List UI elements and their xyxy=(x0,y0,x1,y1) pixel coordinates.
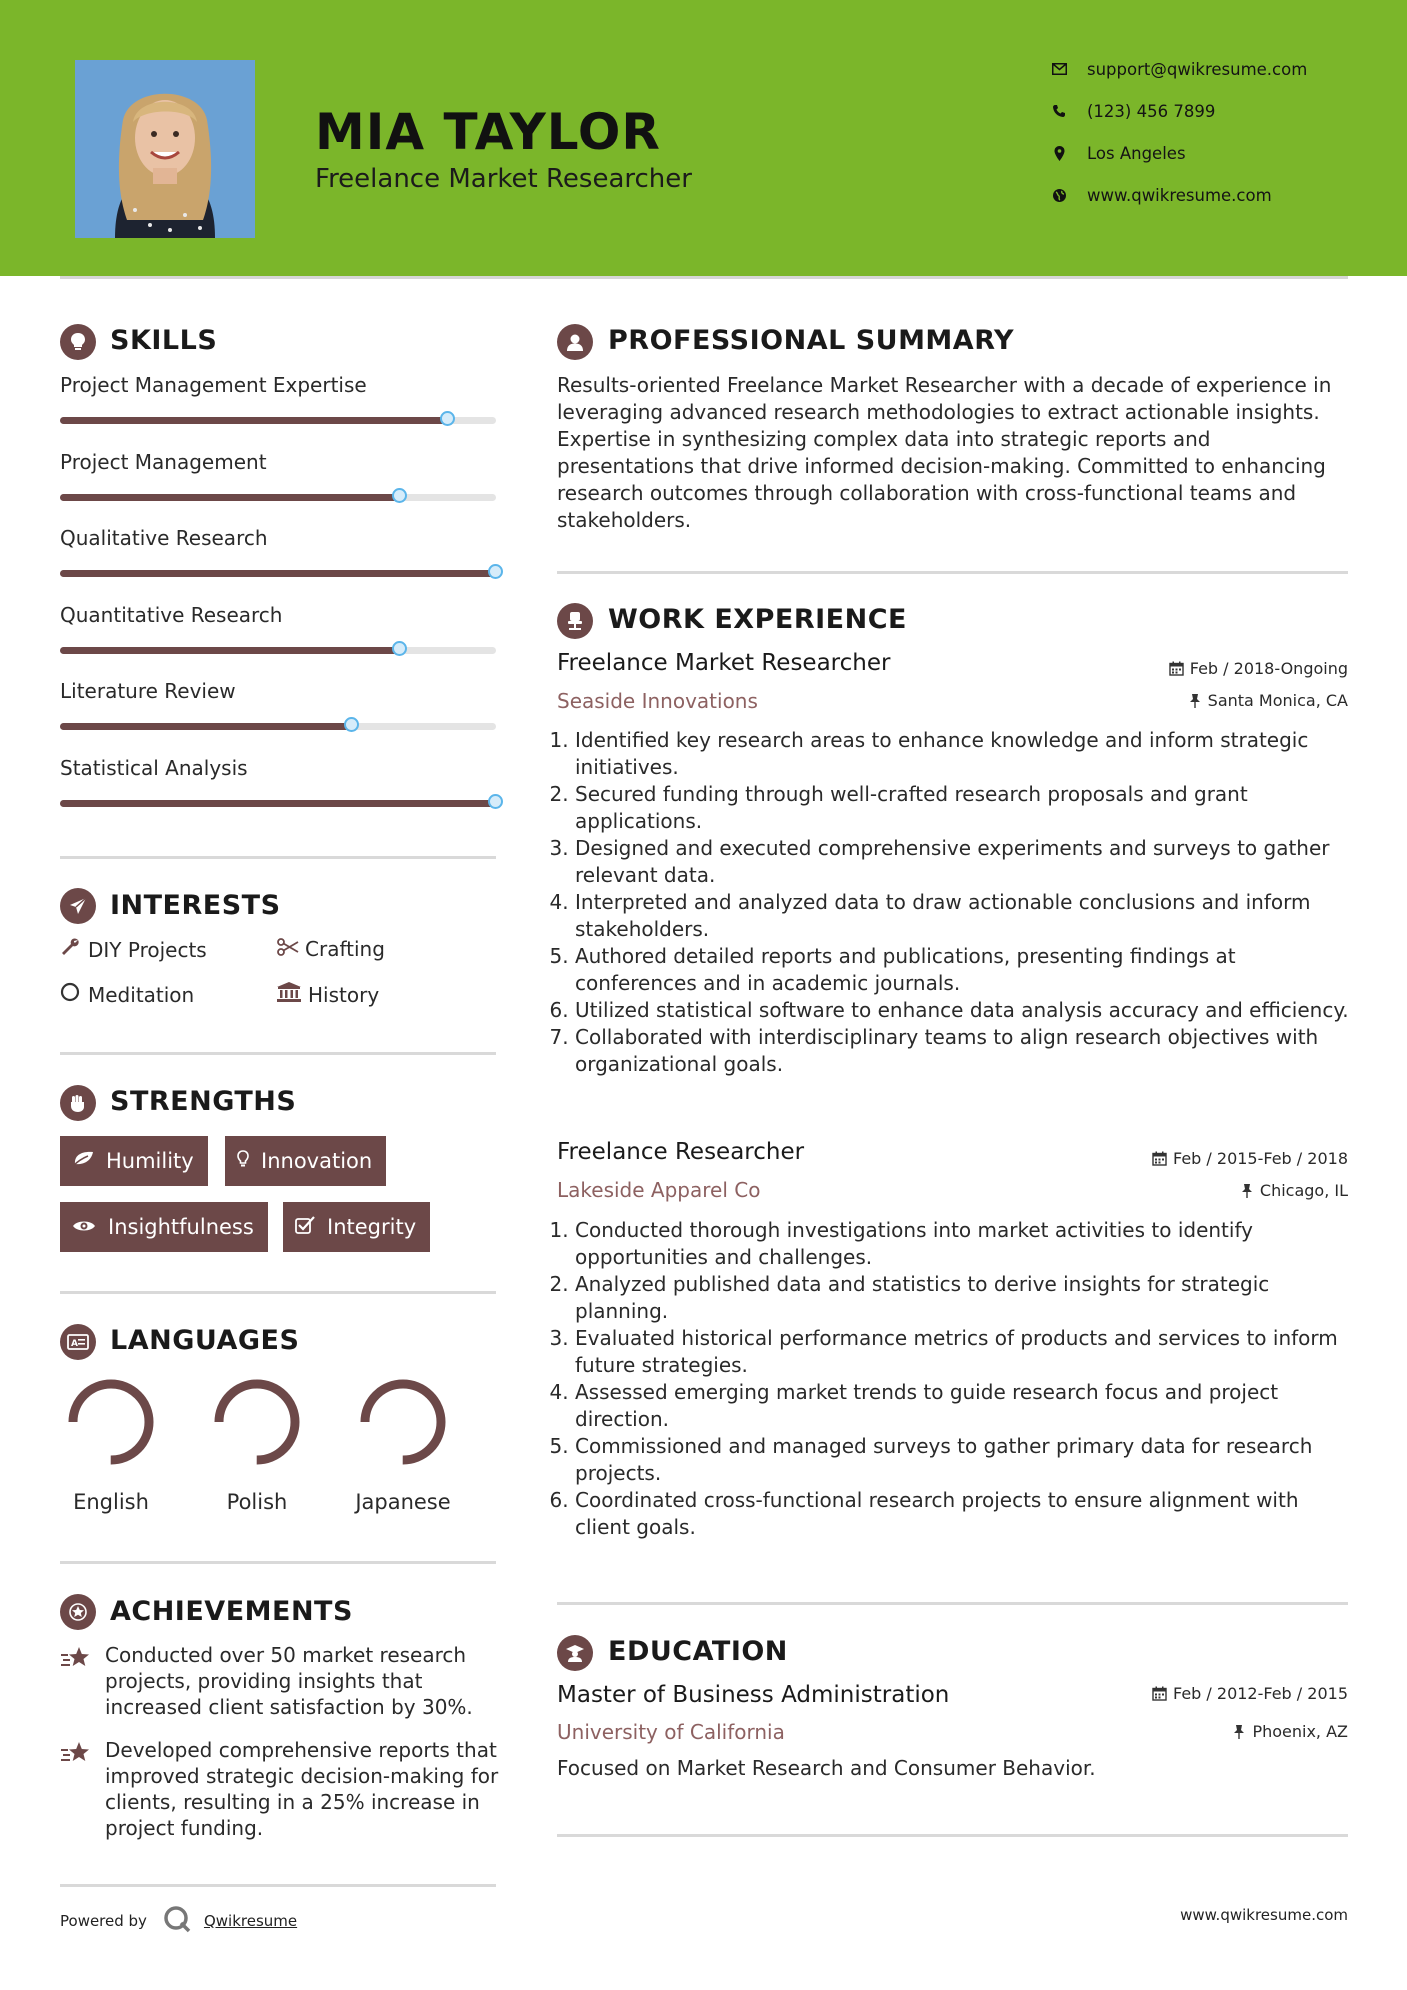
achievements-divider xyxy=(60,1884,496,1887)
pushpin-icon xyxy=(1189,691,1208,710)
language-ring xyxy=(211,1376,303,1468)
strength-tag: Insightfulness xyxy=(60,1202,268,1252)
user-icon xyxy=(557,324,593,360)
language-label: Japanese xyxy=(355,1490,451,1514)
education-description: Focused on Market Research and Consumer Behavior. xyxy=(557,1756,1096,1780)
header-banner: MIA TAYLOR Freelance Market Researcher support@qwikresume.com (123) 456 7899 Los Angeles www.qwikresume.com xyxy=(0,0,1407,276)
skill-bar-knob xyxy=(488,794,503,809)
calendar-icon xyxy=(1169,659,1190,678)
achievements-heading: ACHIEVEMENTS xyxy=(110,1596,353,1627)
strength-tag: Humility xyxy=(60,1136,208,1186)
skill-bar-fill xyxy=(60,494,400,501)
skill-bar-fill xyxy=(60,800,496,807)
map-pin-icon xyxy=(1050,144,1068,162)
star-badge-icon xyxy=(60,1594,96,1630)
skill-bar xyxy=(60,800,496,807)
skill-label: Project Management Expertise xyxy=(60,373,367,397)
envelope-icon xyxy=(1050,60,1068,78)
language-ring-arc xyxy=(73,1384,149,1460)
skill-bar-fill xyxy=(60,570,496,577)
office-chair-icon xyxy=(557,603,593,639)
experience-divider xyxy=(557,1602,1348,1605)
education-school: University of California xyxy=(557,1720,785,1744)
candidate-name: MIA TAYLOR xyxy=(315,103,661,161)
job-title: Freelance Researcher xyxy=(557,1139,805,1165)
job-responsibilities xyxy=(557,1217,1357,1541)
leaf-icon xyxy=(72,1151,94,1172)
job-title: Freelance Market Researcher xyxy=(557,650,891,676)
skill-bar-fill xyxy=(60,417,448,424)
job-location: Santa Monica, CA xyxy=(1189,691,1348,710)
summary-text: Results-oriented Freelance Market Researcher with a decade of experience in leveraging advanced research methodologies to extract actionable insights. Expertise in synthesizing complex data into strategic reports and presentations that drive informed decision-making. Committed to enhancing research outcomes through collaboration with cross-functional teams and stakeholders. xyxy=(557,373,1332,532)
globe-icon xyxy=(1050,186,1068,204)
eye-icon xyxy=(72,1217,96,1238)
experience-heading: WORK EXPERIENCE xyxy=(608,604,907,635)
candidate-title: Freelance Market Researcher xyxy=(315,164,692,194)
language-label: English xyxy=(73,1490,149,1514)
job-responsibilities xyxy=(557,727,1357,1078)
responsibility-item: 6. Coordinated cross-functional research projects to ensure alignment with client goals. xyxy=(575,1487,1357,1541)
summary-divider xyxy=(557,571,1348,574)
pushpin-icon xyxy=(1233,1722,1252,1741)
strengths-heading: STRENGTHS xyxy=(110,1086,297,1117)
footer-website[interactable]: www.qwikresume.com xyxy=(1180,1906,1348,1924)
phone-icon xyxy=(1050,102,1068,120)
languages-heading: LANGUAGES xyxy=(110,1325,300,1356)
responsibility-item: 4. Interpreted and analyzed data to draw actionable conclusions and inform stakeholders. xyxy=(575,889,1357,943)
scissors-icon xyxy=(277,937,305,961)
interest-item: DIY Projects xyxy=(60,937,207,962)
responsibility-item: 3. Evaluated historical performance metrics of products and services to inform future strategies. xyxy=(575,1325,1357,1379)
responsibility-item: 4. Assessed emerging market trends to guide research focus and project direction. xyxy=(575,1379,1357,1433)
wrench-icon xyxy=(60,937,88,962)
achievement-item: Conducted over 50 market research projects, providing insights that increased client satisfaction by 30%. xyxy=(105,1643,473,1719)
qwikresume-logo-icon xyxy=(162,1904,192,1938)
footer-powered-by: Powered by Qwikresume xyxy=(60,1904,297,1938)
skill-label: Project Management xyxy=(60,449,267,474)
job-date: Feb / 2018-Ongoing xyxy=(1169,659,1348,678)
star-icon xyxy=(60,1645,92,1677)
responsibility-item: 6. Utilized statistical software to enhance data analysis accuracy and efficiency. xyxy=(575,997,1357,1024)
graduate-icon xyxy=(557,1635,593,1671)
responsibility-item: 1. Identified key research areas to enhance knowledge and inform strategic initiatives. xyxy=(575,727,1357,781)
skill-label: Qualitative Research xyxy=(60,526,268,550)
skill-bar xyxy=(60,647,496,654)
languages-divider xyxy=(60,1561,496,1564)
language-ring-arc xyxy=(219,1384,295,1460)
paper-plane-icon xyxy=(60,888,96,924)
skills-divider xyxy=(60,856,496,859)
check-square-icon xyxy=(295,1216,315,1239)
language-card-icon xyxy=(60,1324,96,1360)
job-location: Chicago, IL xyxy=(1241,1181,1348,1200)
strengths-divider xyxy=(60,1291,496,1294)
responsibility-item: 2. Secured funding through well-crafted research proposals and grant applications. xyxy=(575,781,1357,835)
responsibility-item: 1. Conducted thorough investigations into market activities to identify opportunities and challenges. xyxy=(575,1217,1357,1271)
skill-bar-knob xyxy=(392,641,407,656)
interest-item: History xyxy=(277,982,379,1007)
responsibility-item: 2. Analyzed published data and statistics to derive insights for strategic planning. xyxy=(575,1271,1357,1325)
achievement-item: Developed comprehensive reports that improved strategic decision-making for clients, resulting in a 25% increase in project funding. xyxy=(105,1738,499,1840)
fist-icon xyxy=(60,1085,96,1121)
lightbulb-icon xyxy=(60,324,96,360)
skills-heading: SKILLS xyxy=(110,325,218,356)
footer-brand-link[interactable]: Qwikresume xyxy=(203,1912,298,1930)
interest-item: Meditation xyxy=(60,982,194,1007)
strength-tag: Innovation xyxy=(225,1136,386,1186)
profile-photo xyxy=(75,60,255,238)
language-ring xyxy=(357,1376,449,1468)
circle-icon xyxy=(60,982,88,1007)
header-divider xyxy=(60,276,1348,279)
skill-label: Statistical Analysis xyxy=(60,755,248,780)
job-company: Seaside Innovations xyxy=(557,689,758,713)
museum-icon xyxy=(277,982,308,1007)
responsibility-item: 3. Designed and executed comprehensive experiments and surveys to gather relevant data. xyxy=(575,835,1357,889)
skill-bar xyxy=(60,417,496,424)
responsibility-item: 5. Authored detailed reports and publications, presenting findings at conferences and in academic journals. xyxy=(575,943,1357,997)
pushpin-icon xyxy=(1241,1181,1260,1200)
star-icon xyxy=(60,1740,92,1772)
skill-bar xyxy=(60,723,496,730)
skill-bar-knob xyxy=(392,488,407,503)
calendar-icon xyxy=(1152,1149,1173,1168)
language-label: Polish xyxy=(226,1490,288,1514)
interests-divider xyxy=(60,1052,496,1055)
education-location: Phoenix, AZ xyxy=(1233,1722,1348,1741)
strength-tag: Integrity xyxy=(283,1202,430,1252)
svg-text:A: A xyxy=(71,1339,78,1349)
education-divider xyxy=(557,1834,1348,1837)
lightbulb-icon xyxy=(237,1150,249,1173)
language-ring xyxy=(65,1376,157,1468)
education-date: Feb / 2012-Feb / 2015 xyxy=(1152,1684,1348,1703)
skill-label: Literature Review xyxy=(60,679,236,703)
education-degree: Master of Business Administration xyxy=(557,1682,950,1708)
skill-bar xyxy=(60,494,496,501)
language-ring-arc xyxy=(365,1384,441,1460)
interest-item: Crafting xyxy=(277,937,385,961)
calendar-icon xyxy=(1152,1684,1173,1703)
job-date: Feb / 2015-Feb / 2018 xyxy=(1152,1149,1348,1168)
skill-label: Quantitative Research xyxy=(60,602,283,627)
skill-bar xyxy=(60,570,496,577)
summary-heading: PROFESSIONAL SUMMARY xyxy=(608,325,1015,356)
responsibility-item: 7. Collaborated with interdisciplinary teams to align research objectives with organizational goals. xyxy=(575,1024,1357,1078)
skill-bar-knob xyxy=(440,411,455,426)
responsibility-item: 5. Commissioned and managed surveys to gather primary data for research projects. xyxy=(575,1433,1357,1487)
skill-bar-knob xyxy=(488,564,503,579)
skill-bar-knob xyxy=(344,717,359,732)
job-company: Lakeside Apparel Co xyxy=(557,1178,761,1202)
interests-heading: INTERESTS xyxy=(110,890,281,921)
skill-bar-fill xyxy=(60,647,400,654)
skill-bar-fill xyxy=(60,723,352,730)
education-heading: EDUCATION xyxy=(608,1636,788,1667)
